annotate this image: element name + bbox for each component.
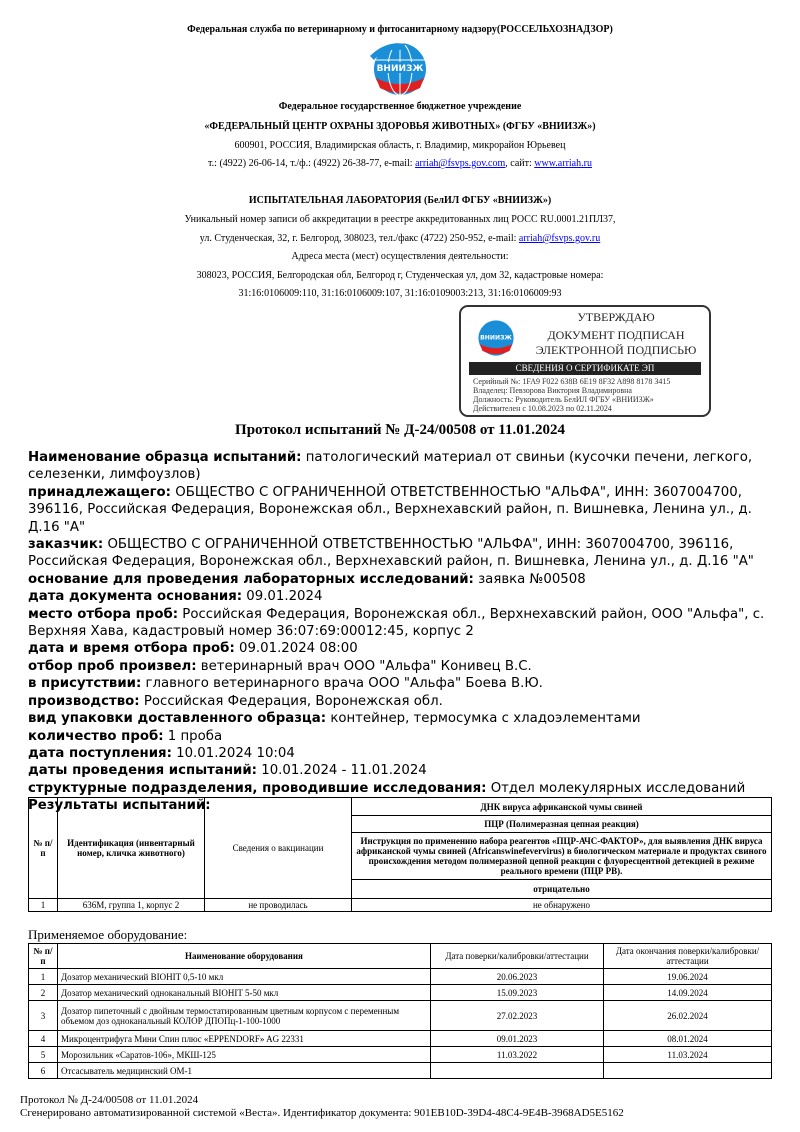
table-row xyxy=(29,969,772,985)
cell-to: 26.02.2024 xyxy=(604,1001,772,1031)
field-6 xyxy=(28,640,773,657)
field-label: заказчик: xyxy=(28,537,104,553)
field-label: дата поступления: xyxy=(28,745,172,761)
field-label: структурные подразделения, проводившие исследования: xyxy=(28,780,487,796)
places-address: 308023, РОССИЯ, Белгородская обл, Белгород г, Студенческая ул, дом 32, кадастровые номера: xyxy=(196,270,604,281)
svg-text:ВНИИЗЖ: ВНИИЗЖ xyxy=(480,334,512,342)
field-11 xyxy=(28,728,773,745)
cell-no: 1 xyxy=(29,969,58,985)
cell-id: 636М, группа 1, корпус 2 xyxy=(58,899,205,912)
cell-from: 20.06.2023 xyxy=(431,969,604,985)
col-method: ПЦР (Полимеразная цепная реакция) xyxy=(352,816,772,833)
field-1 xyxy=(28,484,773,536)
field-value: Отдел молекулярных исследований xyxy=(486,780,746,796)
field-12 xyxy=(28,745,773,762)
cell-from: 09.01.2023 xyxy=(431,1031,604,1047)
cell-from: 15.09.2023 xyxy=(431,985,604,1001)
field-label: Результаты испытаний: xyxy=(28,798,211,814)
vniizzh-logo xyxy=(366,38,434,100)
stamp-valid: Действителен с 10.08.2023 по 02.11.2024 xyxy=(473,404,612,413)
eq-col-from: Дата поверки/калибровки/аттестации xyxy=(431,944,604,969)
field-14 xyxy=(28,780,773,797)
table-row xyxy=(29,899,772,912)
col-id: Идентификация (инвентарный номер, кличка животного) xyxy=(58,798,205,899)
field-label: место отбора проб: xyxy=(28,606,179,622)
field-value: Российская Федерация, Воронежская обл., Верхнехавский район, ООО "Альфа", с. Верхняя Хава, кадастровый номер 36:07:69:00012:45, корпус 2 xyxy=(28,606,765,640)
field-label: даты проведения испытаний: xyxy=(28,763,258,779)
field-label: производство: xyxy=(28,693,140,709)
stamp-position: Должность: Руководитель БелИЛ ФГБУ «ВНИИЗЖ» xyxy=(473,395,654,404)
field-5 xyxy=(28,606,773,641)
eq-col-to: Дата окончания поверки/калибровки/аттестации xyxy=(604,944,772,969)
cell-no: 1 xyxy=(29,899,58,912)
field-value: ОБЩЕСТВО С ОГРАНИЧЕННОЙ ОТВЕТСТВЕННОСТЬЮ "АЛЬФА", ИНН: 3607004700, 396116, Российская Федерация, Воронежская обл., Верхнехавский район, п. Вишневка, Ленина ул., д. Д.16 "А" xyxy=(28,484,752,535)
agency-name: Федеральная служба по ветеринарному и фитосанитарному надзору(РОССЕЛЬХОЗНАДЗОР) xyxy=(187,24,613,35)
cell-to: 14.09.2024 xyxy=(604,985,772,1001)
field-label: основание для проведения лабораторных исследований: xyxy=(28,571,474,587)
field-value: 10.01.2024 10:04 xyxy=(171,745,295,761)
table-row xyxy=(29,1001,772,1031)
cell-no: 2 xyxy=(29,985,58,1001)
cell-from xyxy=(431,1063,604,1079)
results-table xyxy=(28,797,772,912)
lab-address xyxy=(0,233,800,244)
cell-name: Отсасыватель медицинский ОМ-1 xyxy=(58,1063,431,1079)
stamp-approve: УТВЕРЖДАЮ xyxy=(577,310,655,324)
cell-name: Морозильник «Саратов-106», МКШ-125 xyxy=(58,1047,431,1063)
cell-to: 19.06.2024 xyxy=(604,969,772,985)
field-9 xyxy=(28,693,773,710)
lab-accreditation: Уникальный номер записи об аккредитации в реестре аккредитованных лиц РОСС RU.0001.21ПЛ37, xyxy=(184,214,616,225)
eq-col-name: Наименование оборудования xyxy=(58,944,431,969)
table-row xyxy=(29,1031,772,1047)
stamp-esign: ЭЛЕКТРОННОЙ ПОДПИСЬЮ xyxy=(535,343,697,357)
cell-name: Дозатор пипеточный с двойным термостатированным цветным корпусом с переменным объемом доз одноканальный КОЛОР ДПОПц-1-100-1000 xyxy=(58,1001,431,1031)
table-row xyxy=(29,1047,772,1063)
stamp-signed: ДОКУМЕНТ ПОДПИСАН xyxy=(547,328,685,342)
equipment-label: Применяемое оборудование: xyxy=(28,927,188,942)
col-no: № п/п xyxy=(29,798,58,899)
field-label: вид упаковки доставленного образца: xyxy=(28,711,327,727)
phones: т.: (4922) 26-06-14, т./ф.: (4922) 26-38-77, e-mail: xyxy=(208,158,416,169)
field-value: Российская Федерация, Воронежская обл. xyxy=(139,693,443,709)
field-value: заявка №00508 xyxy=(473,571,586,587)
field-label: в присутствии: xyxy=(28,676,142,692)
field-4 xyxy=(28,588,773,605)
cell-name: Дозатор механический одноканальный BIOHIT 5-50 мкл xyxy=(58,985,431,1001)
cell-no: 6 xyxy=(29,1063,58,1079)
field-label: отбор проб произвел: xyxy=(28,658,197,674)
cell-from: 11.03.2022 xyxy=(431,1047,604,1063)
cell-from: 27.02.2023 xyxy=(431,1001,604,1031)
field-value: 10.01.2024 - 11.01.2024 xyxy=(257,763,427,779)
col-vacc: Сведения о вакцинации xyxy=(205,798,352,899)
field-value: ОБЩЕСТВО С ОГРАНИЧЕННОЙ ОТВЕТСТВЕННОСТЬЮ "АЛЬФА", ИНН: 3607004700, 396116, Российская Федерация, Воронежская обл., Верхнехавский район, п. Вишневка, Ленина ул., д. Д.16 "А" xyxy=(28,537,754,570)
cell-to xyxy=(604,1063,772,1079)
cell-no: 5 xyxy=(29,1047,58,1063)
field-value: контейнер, термосумка с хладоэлементами xyxy=(326,711,641,727)
field-label: дата и время отбора проб: xyxy=(28,641,235,657)
col-norm: отрицательно xyxy=(352,880,772,899)
field-label: Наименование образца испытаний: xyxy=(28,450,302,465)
field-label: принадлежащего: xyxy=(28,484,171,500)
cell-no: 3 xyxy=(29,1001,58,1031)
field-8 xyxy=(28,675,773,692)
field-2 xyxy=(28,536,773,571)
footer-generated: Сгенерировано автоматизированной системой «Веста». Идентификатор документа: 901EB10D-39D4-48C4-9E4B-3968AD5E5162 xyxy=(20,1107,624,1119)
institution-address: 600901, РОССИЯ, Владимирская область, г. Владимир, микрорайон Юрьевец xyxy=(234,140,566,151)
site-link[interactable]: www.arriah.ru xyxy=(534,158,592,169)
lab-address-text: ул. Студенческая, 32, г. Белгород, 308023, тел./факс (4722) 250-952, e-mail: xyxy=(199,233,519,244)
field-value: 1 проба xyxy=(163,728,223,744)
table-row xyxy=(29,985,772,1001)
cell-to: 08.01.2024 xyxy=(604,1031,772,1047)
institution-name: «ФЕДЕРАЛЬНЫЙ ЦЕНТР ОХРАНЫ ЗДОРОВЬЯ ЖИВОТНЫХ» (ФГБУ «ВНИИЗЖ») xyxy=(204,121,596,132)
stamp-cert-bar: СВЕДЕНИЯ О СЕРТИФИКАТЕ ЭП xyxy=(469,362,701,375)
email-link[interactable]: arriah@fsvps.gov.com xyxy=(415,158,506,169)
svg-text:ВНИИЗЖ: ВНИИЗЖ xyxy=(376,64,424,74)
stamp-logo xyxy=(473,317,519,359)
places-title: Адреса места (мест) осуществления деятельности: xyxy=(291,251,509,262)
protocol-title: Протокол испытаний № Д-24/00508 от 11.01.2024 xyxy=(235,422,565,438)
field-label: дата документа основания: xyxy=(28,589,243,605)
cell-no: 4 xyxy=(29,1031,58,1047)
cell-name: Микроцентрифуга Мини Спин плюс «EPPENDORF» AG 22331 xyxy=(58,1031,431,1047)
col-target: ДНК вируса африканской чумы свиней xyxy=(352,798,772,816)
institution-contacts xyxy=(0,158,800,169)
cell-result: не обнаружено xyxy=(352,899,772,912)
field-value: ветеринарный врач ООО "Альфа" Конивец В.С. xyxy=(196,658,532,674)
field-value: патологический материал от свиньи (кусочки печени, легкого, селезенки, лимфоузлов) xyxy=(28,450,753,483)
lab-name: ИСПЫТАТЕЛЬНАЯ ЛАБОРАТОРИЯ (БелИЛ ФГБУ «ВНИИЗЖ») xyxy=(248,195,552,206)
field-value: главного ветеринарного врача ООО "Альфа" Боева В.Ю. xyxy=(141,676,543,692)
sample-details xyxy=(28,449,773,815)
stamp-serial: Серийный №: 1FA9 F022 638B 6E19 8F32 A898 8178 3415 xyxy=(473,377,671,386)
stamp-owner: Владелец: Певзорова Виктория Владимировна xyxy=(473,386,632,395)
institution-type: Федеральное государственное бюджетное учреждение xyxy=(278,101,522,112)
field-7 xyxy=(28,658,773,675)
field-10 xyxy=(28,710,773,727)
field-13 xyxy=(28,762,773,779)
field-value: 09.01.2024 08:00 xyxy=(234,641,358,657)
field-0 xyxy=(28,449,773,484)
col-instruction: Инструкция по применению набора реагентов «ПЦР-АЧС-ФАКТОР», для выявления ДНК вируса африканской чумы свиней (Africanswinefevervirus) в биологическом материале и продуктах свиного происхождения методом полимеразной цепной реакции с флуоресцентной детекцией в режиме реального времени (ПЦР РВ). xyxy=(352,833,772,880)
field-3 xyxy=(28,571,773,588)
table-row xyxy=(29,1063,772,1079)
equipment-table xyxy=(28,943,772,1079)
cadastral-numbers: 31:16:0106009:110, 31:16:0106009:107, 31:16:0109003:213, 31:16:0106009:93 xyxy=(238,288,562,299)
cell-to: 11.03.2024 xyxy=(604,1047,772,1063)
cell-name: Дозатор механический BIOHIT 0,5-10 мкл xyxy=(58,969,431,985)
eq-col-no: № п/п xyxy=(29,944,58,969)
field-label: количество проб: xyxy=(28,728,164,744)
field-value: 09.01.2024 xyxy=(242,589,323,605)
cell-vacc: не проводилась xyxy=(205,899,352,912)
footer-protocol: Протокол № Д-24/00508 от 11.01.2024 xyxy=(20,1094,199,1106)
site-label: , сайт: xyxy=(505,158,535,169)
signature-stamp xyxy=(459,305,711,417)
lab-email-link[interactable]: arriah@fsvps.gov.ru xyxy=(518,233,601,244)
